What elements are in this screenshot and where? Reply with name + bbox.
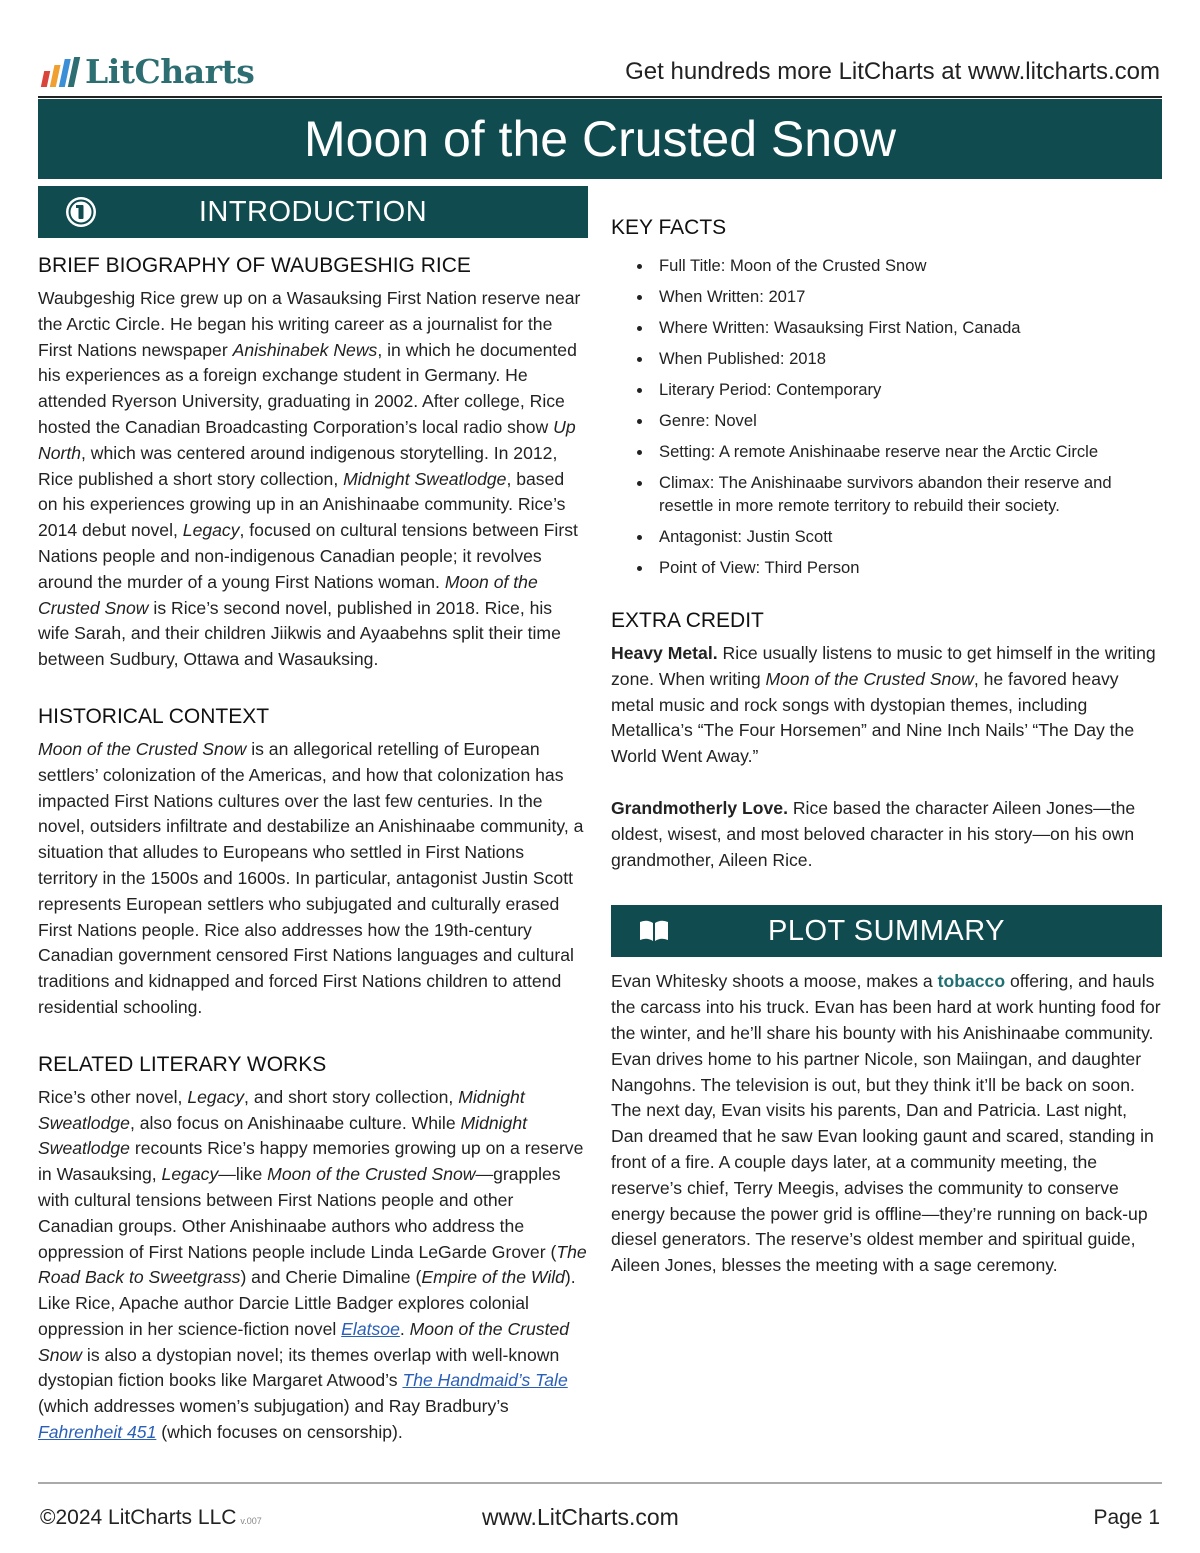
left-column [38, 186, 588, 1446]
plot-summary-paragraph: Evan Whitesky shoots a moose, makes a tobacco offering, and hauls the carcass into his truck. Evan has been hard at work hunting food for the winter, and he’ll share his bounty with his Anishinaabe community. Evan drives home to his partner Nicole, son Maiingan, and daughter Nangohns. The television is out, but they think it’ll be back on soon. The next day, Evan visits his parents, Dan and Patricia. Last night, Dan dreamed that he saw Evan looking gaunt and scared, standing in front of a fire. A couple days later, at a community meeting, the reserve’s chief, Terry Meegis, advises the community to conserve energy because the power grid is offline—they’re running on back-up diesel generators. The reserve’s oldest member and spiritual guide, Aileen Jones, blesses the meeting with a sage ceremony. [611, 971, 1161, 1276]
related-works-heading: RELATED LITERARY WORKS [38, 1052, 327, 1076]
key-fact-item: Setting: A remote Anishinaabe reserve near the Arctic Circle [611, 440, 1162, 463]
elatsoe-link[interactable]: Elatsoe [341, 1318, 400, 1339]
bio-heading: BRIEF BIOGRAPHY OF WAUBGESHIG RICE [38, 254, 471, 277]
litcharts-logo[interactable] [44, 52, 254, 91]
document-title: Moon of the Crusted Snow [38, 99, 1162, 179]
book-icon [637, 914, 671, 948]
handmaids-tale-link[interactable]: The Handmaid’s Tale [402, 1370, 568, 1391]
plot-summary-title: PLOT SUMMARY [768, 914, 1005, 947]
tobacco-keyword[interactable]: tobacco [937, 971, 1006, 992]
footer-copyright: ©2024 LitCharts LLC v.007 [40, 1506, 262, 1529]
footer-version: v.007 [240, 1516, 262, 1526]
info-icon [64, 195, 98, 229]
key-fact-item: When Published: 2018 [611, 347, 1162, 370]
extra-credit-heavy-metal: Heavy Metal. Rice usually listens to music to get himself in the writing zone. When writing Moon of the Crusted Snow, he favored heavy metal music and rock songs with dystopian themes, including Metallica’s “The Four Horsemen” and Nine Inch Nails’ “The Day the World Went Away.” [611, 643, 1156, 767]
footer-page-number: Page 1 [1093, 1506, 1160, 1529]
extra-credit-grandmotherly-love: Grandmotherly Love. Rice based the character Aileen Jones—the oldest, wisest, and most beloved character in his story—on his own grandmother, Aileen Rice. [611, 797, 1136, 870]
key-facts-list [611, 254, 1162, 579]
key-fact-item: Where Written: Wasauksing First Nation, Canada [611, 316, 1162, 339]
header-divider [38, 96, 1162, 98]
key-fact-item: Genre: Novel [611, 409, 1162, 432]
bio-paragraph: Waubgeshig Rice grew up on a Wasauksing First Nation reserve near the Arctic Circle. He began his writing career as a journalist for the First Nations newspaper Anishinabek News, in which he documented his experiences as a foreign exchange student in Germany. He attended Ryerson University, graduating in 2002. After college, Rice hosted the Canadian Broadcasting Corporation’s local radio show Up North, which was centered around indigenous storytelling. In 2012, Rice published a short story collection, Midnight Sweatlodge, based on his experiences growing up in an Anishinaabe community. Rice’s 2014 debut novel, Legacy, focused on cultural tensions between First Nations people and non-indigenous Canadian people; it revolves around the murder of a young First Nations woman. Moon of the Crusted Snow is Rice’s second novel, published in 2018. Rice, his wife Sarah, and their children Jiikwis and Ayaabehns split their time between Sudbury, Ottawa and Wasauksing. [38, 288, 581, 670]
introduction-header [38, 186, 588, 238]
fahrenheit-451-link[interactable]: Fahrenheit 451 [38, 1422, 157, 1443]
key-fact-item: Literary Period: Contemporary [611, 378, 1162, 401]
key-fact-item: Climax: The Anishinaabe survivors abandon their reserve and resettle in more remote territory to rebuild their society. [611, 471, 1162, 517]
extra-credit-heading: EXTRA CREDIT [611, 609, 764, 632]
footer-divider [38, 1482, 1162, 1484]
historical-context-heading: HISTORICAL CONTEXT [38, 704, 270, 728]
logo-bars-icon [41, 57, 80, 87]
header-tagline[interactable]: Get hundreds more LitCharts at www.litcharts.com [625, 58, 1160, 85]
key-fact-item: When Written: 2017 [611, 285, 1162, 308]
key-fact-item: Antagonist: Justin Scott [611, 525, 1162, 548]
historical-context-paragraph: Moon of the Crusted Snow is an allegorical retelling of European settlers’ colonization of the Americas, and how that colonization has impacted First Nations cultures over the last few centuries. In the novel, outsiders infiltrate and destabilize an Anishinaabe community, a situation that alludes to Europeans who settled in First Nations territory in the 1500s and 1600s. In particular, antagonist Justin Scott represents European settlers who subjugated and culturally erased First Nations people. Rice also addresses how the 19th-century Canadian government censored First Nations languages and cultural traditions and kidnapped and forced First Nations children to attend residential schooling. [38, 738, 584, 1017]
right-column [611, 186, 1162, 1279]
logo-text: LitCharts [85, 52, 255, 91]
footer-site-link[interactable]: www.LitCharts.com [482, 1504, 679, 1530]
key-fact-item: Point of View: Third Person [611, 556, 1162, 579]
key-facts-heading: KEY FACTS [611, 216, 727, 239]
plot-summary-header [611, 905, 1162, 957]
introduction-title: INTRODUCTION [198, 195, 428, 228]
key-fact-item: Full Title: Moon of the Crusted Snow [611, 254, 1162, 277]
related-works-paragraph: Rice’s other novel, Legacy, and short story collection, Midnight Sweatlodge, also focus on Anishinaabe culture. While Midnight Sweatlodge recounts Rice’s happy memories growing up on a reserve in Wasauksing, Legacy—like Moon of the Crusted Snow—grapples with cultural tensions between First Nations people and other Canadian groups. Other Anishinaabe authors who address the oppression of First Nations people include Linda LeGarde Grover (The Road Back to Sweetgrass) and Cherie Dimaline (Empire of the Wild). Like Rice, Apache author Darcie Little Badger explores colonial oppression in her science-fiction novel Elatsoe. Moon of the Crusted Snow is also a dystopian novel; its themes overlap with well-known dystopian fiction books like Margaret Atwood’s The Handmaid’s Tale (which addresses women’s subjugation) and Ray Bradbury’s Fahrenheit 451 (which focuses on censorship). [38, 1086, 587, 1443]
